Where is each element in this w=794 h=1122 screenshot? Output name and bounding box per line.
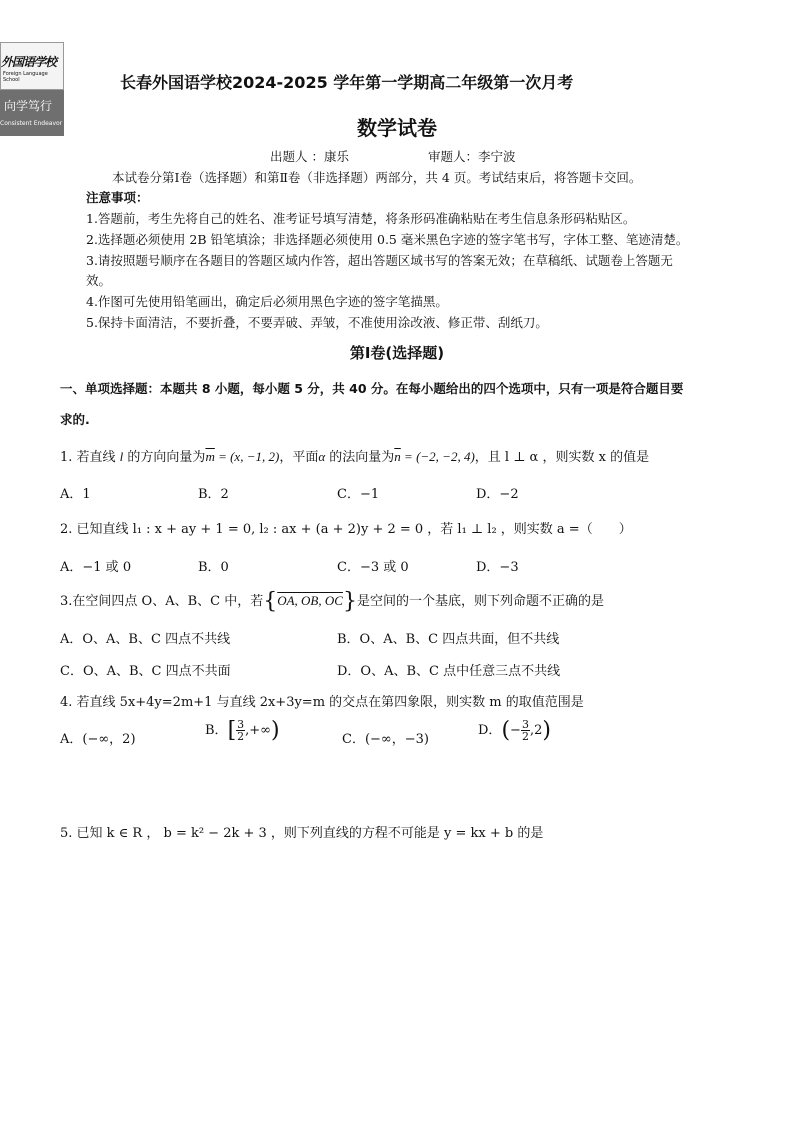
q3-right-brace: }: [342, 589, 357, 614]
q4-option-b-fraction: [236, 719, 245, 742]
q1-plane-symbol: α: [318, 449, 326, 464]
q3-basis-vectors: OA, OB, OC: [277, 593, 343, 608]
exam-intro: 本试卷分第Ⅰ卷（选择题）和第Ⅱ卷（非选择题）两部分，共 4 页。考试结束后，将答题卡交回。: [112, 170, 642, 185]
q3-option-d: D．O、A、B、C 点中任意三点不共线: [337, 664, 561, 679]
q2-option-c: C．−3 或 0: [337, 560, 409, 575]
q1-vector-m: $\overline{m}$: [205, 449, 215, 464]
q4-option-d-fraction: [521, 719, 530, 742]
fraction-numerator: 3: [237, 718, 245, 731]
logo-calligraphy-block: [0, 42, 64, 90]
q1-option-a: A．1: [60, 487, 91, 502]
section-title: 第Ⅰ卷(选择题): [349, 344, 445, 362]
q1-text: 的法向量为: [325, 450, 395, 465]
note-item: 2.选择题必须使用 2B 铅笔填涂；非选择题必须使用 0.5 毫米黑色字迹的签字笔书写，字体工整、笔迹清楚。: [86, 232, 689, 247]
q4-option-b-tail: ,+∞: [245, 723, 272, 738]
exam-subject: 数学试卷: [357, 116, 437, 140]
q1-option-d: D．−2: [476, 487, 519, 502]
note-item: 效。: [86, 273, 112, 288]
notes-heading: 注意事项：: [86, 190, 149, 205]
fraction-denominator: 2: [237, 730, 245, 743]
note-item: 4.作图可先使用铅笔画出，确定后必须用黑色字迹的签字笔描黑。: [86, 294, 448, 309]
q4-option-b-paren: ): [271, 718, 280, 743]
note-item: 5.保持卡面清洁，不要折叠，不要弄破、弄皱，不准使用涂改液、修正带、刮纸刀。: [86, 315, 548, 330]
q4-option-d-sign: −: [510, 723, 521, 738]
q1-text: ，且 l ⊥ α ，则实数 x 的值是: [474, 450, 650, 465]
q3-text: 3.在空间四点 O、A、B、C 中，若: [60, 594, 264, 609]
q4-option-d-tail: ,2: [529, 723, 543, 738]
q1-vector-m-value: = (x, −1, 2): [214, 449, 280, 464]
q3-left-brace: {: [263, 589, 278, 614]
q1-vector-n: $\overline{n}$: [394, 449, 401, 464]
note-item: 1.答题前，考生先将自己的姓名、准考证号填写清楚，将条形码准确粘贴在考生信息条形码粘贴区。: [86, 211, 636, 226]
section-instruction: 一、单项选择题：本题共 8 小题，每小题 5 分，共 40 分。在每小题给出的四个选项中，只有一项是符合题目要: [60, 381, 684, 396]
q1-text: 1. 若直线: [60, 450, 120, 465]
q3-option-a: A．O、A、B、C 四点不共线: [60, 632, 231, 647]
q4-option-d-paren: (: [501, 718, 511, 743]
note-item: 3.请按照题号顺序在各题目的答题区域内作答，超出答题区域书写的答案无效；在草稿纸、试题卷上答题无: [86, 253, 673, 268]
q2-option-a: A．−1 或 0: [60, 560, 132, 575]
logo-motto: 向学笃行: [4, 99, 53, 113]
logo-english-name: Foreign Language School: [3, 71, 48, 83]
q1-text: 的方向向量为: [123, 450, 206, 465]
q4-option-b-bracket: [: [227, 718, 237, 743]
q3-option-c: C．O、A、B、C 四点不共面: [60, 664, 231, 679]
q4-option-d-paren-close: ): [542, 718, 551, 743]
fraction-denominator: 2: [521, 730, 529, 743]
q1-text: ，平面: [279, 450, 319, 465]
question-setter: 出题人 ：康乐: [270, 149, 349, 164]
question-3-stem: [60, 589, 604, 614]
logo-motto-english: Consistent Endeavor: [0, 120, 63, 127]
q3-text: 是空间的一个基底，则下列命题不正确的是: [356, 594, 604, 609]
question-2-stem: 2. 已知直线 l₁ : x + ay + 1 = 0, l₂ : ax + (a + 2)y + 2 = 0 ，若 l₁ ⊥ l₂ ，则实数 a =（ ）: [60, 522, 632, 537]
q1-option-c: C．−1: [337, 487, 380, 502]
q4-option-d-label: D．: [478, 723, 502, 738]
q4-option-b-label: B．: [205, 723, 228, 738]
q3-option-b: B．O、A、B、C 四点共面，但不共线: [337, 632, 560, 647]
q1-line-symbol: l: [119, 449, 124, 464]
q4-option-c: C．(−∞，−3): [342, 732, 429, 747]
exam-title: 长春外国语学校2024-2025 学年第一学期高二年级第一次月考: [120, 73, 574, 92]
question-1-stem: [60, 446, 649, 465]
q4-option-d: [478, 718, 551, 743]
question-reviewer: 审题人：李宁波: [428, 149, 516, 164]
question-4-stem: 4. 若直线 5x+4y=2m+1 与直线 2x+3y=m 的交点在第四象限，则实数 m 的取值范围是: [60, 695, 584, 710]
fraction-numerator: 3: [521, 718, 529, 731]
q2-option-d: D．−3: [476, 560, 519, 575]
q1-vector-n-value: = (−2, −2, 4): [400, 449, 475, 464]
section-instruction-cont: 求的.: [60, 412, 90, 427]
question-5-stem: 5. 已知 k ∈ R ， b = k² − 2k + 3 ，则下列直线的方程不可能是 y = kx + b 的是: [60, 826, 544, 841]
logo-calligraphy: 外国语学校: [1, 55, 57, 69]
q4-option-a: A．(−∞，2): [60, 732, 136, 747]
q2-option-b: B．0: [198, 560, 229, 575]
q4-option-b: [205, 718, 280, 743]
q1-option-b: B．2: [198, 487, 229, 502]
